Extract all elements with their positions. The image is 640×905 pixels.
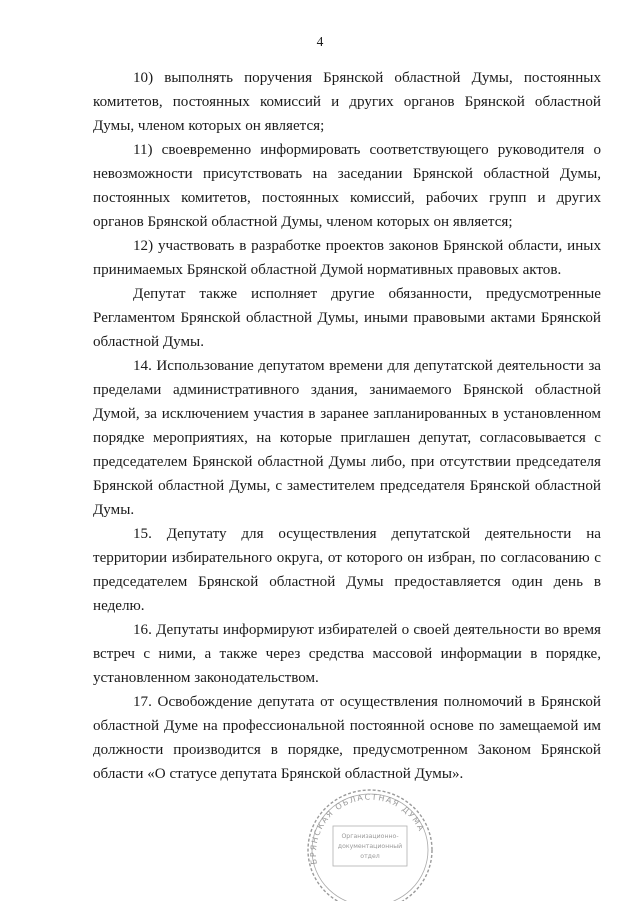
stamp-inner-line-1: Организационно- [341, 833, 399, 840]
body-text [93, 66, 601, 786]
stamp-ring-text: БРЯНСКАЯ ОБЛАСТНАЯ ДУМА [308, 792, 427, 866]
stamp-inner-line-2: документационный [337, 843, 403, 850]
paragraph-clause-15: 15. Депутату для осуществления депутатской деятельности на территории избирательного округа, от которого он избран, по согласованию с председателем Брянской областной Думы предоставляется один день в неделю. [93, 526, 601, 614]
paragraph-item-10: 10) выполнять поручения Брянской областной Думы, постоянных комитетов, постоянных комиссий и других органов Брянской областной Думы, членом которых он является; [93, 70, 601, 134]
page-number: 4 [316, 34, 324, 49]
paragraph-other-duties: Депутат также исполняет другие обязанности, предусмотренные Регламентом Брянской областной Думы, иными правовыми актами Брянской областной Думы. [93, 286, 601, 350]
paragraph-item-11: 11) своевременно информировать соответствующего руководителя о невозможности присутствовать на заседании Брянской областной Думы, постоянных комитетов, постоянных комиссий, рабочих групп и других органов Брянской областной Думы, членом которых он является; [93, 142, 601, 230]
official-seal-stamp [295, 786, 445, 901]
paragraph-item-12: 12) участвовать в разработке проектов законов Брянской области, иных принимаемых Брянской областной Думой нормативных правовых актов. [93, 238, 601, 278]
paragraph-clause-14: 14. Использование депутатом времени для депутатской деятельности за пределами административного здания, занимаемого Брянской областной Думой, за исключением участия в заранее запланированных в установленном порядке мероприятиях, на которые приглашен депутат, согласовывается с председателем Брянской областной Думы либо, при отсутствии председателя Брянской областной Думы, с заместителем председателя Брянской областной Думы. [93, 358, 601, 518]
stamp-inner-line-3: отдел [360, 853, 380, 860]
paragraph-clause-17: 17. Освобождение депутата от осуществления полномочий в Брянской областной Думе на профессиональной постоянной основе по замещаемой им должности производится в порядке, предусмотренном Законом Брянской области «О статусе депутата Брянской областной Думы». [93, 694, 601, 782]
paragraph-clause-16: 16. Депутаты информируют избирателей о своей деятельности во время встреч с ними, а также через средства массовой информации в порядке, установленном законодательством. [93, 622, 601, 686]
